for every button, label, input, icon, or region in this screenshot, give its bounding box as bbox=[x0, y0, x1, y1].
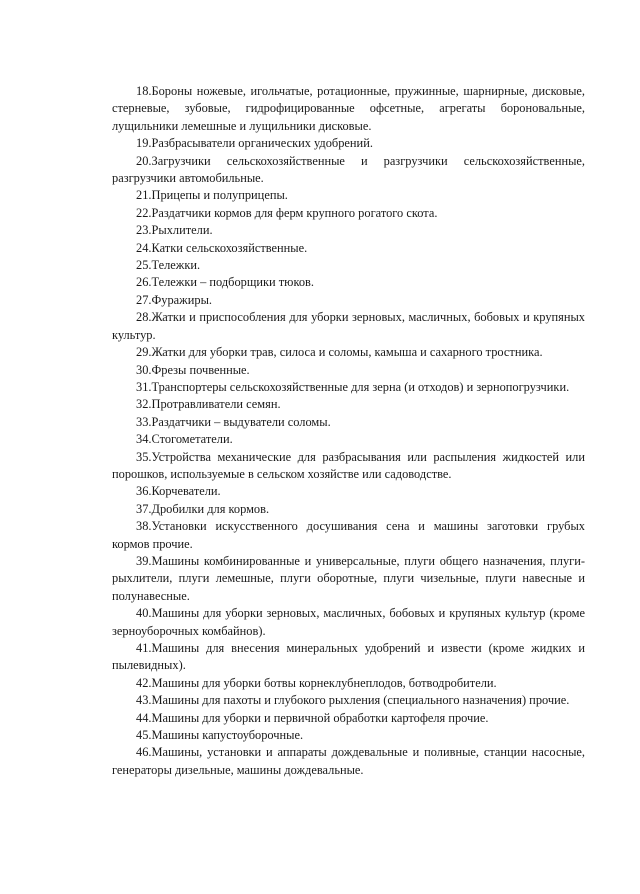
item-text: Машины для внесения минеральных удобрений и извести (кроме жидких и пылевидных). bbox=[112, 641, 585, 673]
item-number: 35. bbox=[136, 449, 152, 464]
list-item bbox=[112, 710, 585, 727]
list-item bbox=[112, 344, 585, 361]
list-item bbox=[112, 692, 585, 709]
item-number: 21. bbox=[136, 188, 152, 203]
list-item bbox=[112, 240, 585, 257]
list-item bbox=[112, 257, 585, 274]
list-item bbox=[112, 518, 585, 553]
item-number: 43. bbox=[136, 693, 152, 708]
item-number: 31. bbox=[136, 379, 152, 394]
item-text: Фрезы почвенные. bbox=[151, 362, 250, 377]
list-item bbox=[112, 274, 585, 291]
item-number: 40. bbox=[136, 606, 152, 621]
item-number: 36. bbox=[136, 484, 152, 499]
item-number: 20. bbox=[136, 153, 152, 168]
item-number: 25. bbox=[136, 258, 152, 273]
item-text: Машины для пахоты и глубокого рыхления (специального назначения) прочие. bbox=[151, 693, 570, 708]
item-number: 26. bbox=[136, 275, 152, 290]
item-number: 18. bbox=[136, 84, 152, 98]
item-text: Протравливатели семян. bbox=[151, 397, 281, 412]
item-text: Тележки. bbox=[151, 258, 201, 273]
list-item bbox=[112, 362, 585, 379]
list-item bbox=[112, 205, 585, 222]
item-text: Бороны ножевые, игольчатые, ротационные, пружинные, шарнирные, дисковые, стерневые, зубовые, гидрофицированные офсетные, агрегаты бороновальные, лущильники лемешные и лущильники дисковые. bbox=[112, 84, 585, 133]
item-number: 45. bbox=[136, 728, 152, 743]
item-number: 22. bbox=[136, 205, 152, 220]
list-item bbox=[112, 222, 585, 239]
item-text: Установки искусственного досушивания сена и машины заготовки грубых кормов прочие. bbox=[112, 519, 585, 551]
item-number: 33. bbox=[136, 414, 152, 429]
item-text: Машины для уборки ботвы корнеклубнеплодов, ботводробители. bbox=[151, 675, 497, 690]
item-text: Рыхлители. bbox=[151, 223, 213, 238]
item-text: Корчеватели. bbox=[151, 484, 221, 499]
list-item bbox=[112, 187, 585, 204]
list-item bbox=[112, 431, 585, 448]
item-number: 34. bbox=[136, 432, 152, 447]
list-item bbox=[112, 414, 585, 431]
item-text: Загрузчики сельскохозяйственные и разгрузчики сельскохозяйственные, разгрузчики автомобильные. bbox=[112, 153, 585, 186]
item-text: Стогометатели. bbox=[151, 432, 233, 447]
document-page bbox=[112, 83, 585, 779]
item-number: 41. bbox=[136, 641, 152, 655]
list-item bbox=[112, 727, 585, 744]
item-text: Дробилки для кормов. bbox=[151, 501, 270, 516]
list-item bbox=[112, 483, 585, 500]
list-item bbox=[112, 449, 585, 484]
item-text: Машины, установки и аппараты дождевальные и поливные, станции насосные, генераторы дизельные, машины дождевальные. bbox=[112, 745, 585, 777]
list-item bbox=[112, 309, 585, 344]
item-number: 24. bbox=[136, 240, 152, 255]
list-item bbox=[112, 675, 585, 692]
item-text: Жатки и приспособления для уборки зерновых, масличных, бобовых и крупяных культур. bbox=[112, 310, 585, 342]
item-number: 38. bbox=[136, 519, 152, 534]
item-text: Разбрасыватели органических удобрений. bbox=[151, 136, 373, 151]
item-text: Тележки – подборщики тюков. bbox=[151, 275, 314, 290]
item-number: 32. bbox=[136, 397, 152, 412]
item-number: 46. bbox=[136, 745, 152, 760]
item-number: 19. bbox=[136, 136, 152, 151]
item-text: Машины капустоуборочные. bbox=[151, 728, 304, 743]
item-number: 27. bbox=[136, 292, 152, 307]
item-text: Машины для уборки зерновых, масличных, бобовых и крупяных культур (кроме зерноуборочных комбайнов). bbox=[112, 606, 585, 638]
list-item bbox=[112, 153, 585, 188]
item-text: Устройства механические для разбрасывания или распыления жидкостей или порошков, используемые в сельском хозяйстве или садоводстве. bbox=[112, 449, 585, 481]
list-item bbox=[112, 640, 585, 675]
item-number: 39. bbox=[136, 553, 152, 568]
item-text: Машины для уборки и первичной обработки картофеля прочие. bbox=[151, 710, 489, 725]
item-number: 30. bbox=[136, 362, 152, 377]
item-text: Прицепы и полуприцепы. bbox=[151, 188, 288, 203]
item-number: 37. bbox=[136, 501, 152, 516]
item-text: Раздатчики – выдуватели соломы. bbox=[151, 414, 331, 429]
item-number: 28. bbox=[136, 310, 152, 325]
item-text: Жатки для уборки трав, силоса и соломы, камыша и сахарного тростника. bbox=[151, 345, 543, 360]
list-item bbox=[112, 292, 585, 309]
item-number: 23. bbox=[136, 223, 152, 238]
list-item bbox=[112, 135, 585, 152]
item-text: Машины комбинированные и универсальные, плуги общего назначения, плуги-рыхлители, плуги лемешные, плуги оборотные, плуги чизельные, плуги навесные и полунавесные. bbox=[112, 553, 585, 603]
list-item bbox=[112, 501, 585, 518]
item-text: Раздатчики кормов для ферм крупного рогатого скота. bbox=[151, 205, 438, 220]
item-number: 44. bbox=[136, 710, 152, 725]
list-item bbox=[112, 379, 585, 396]
list-item bbox=[112, 83, 585, 135]
item-text: Фуражиры. bbox=[151, 292, 212, 307]
item-number: 29. bbox=[136, 345, 152, 360]
item-text: Катки сельскохозяйственные. bbox=[151, 240, 308, 255]
item-number: 42. bbox=[136, 675, 152, 690]
list-item bbox=[112, 553, 585, 605]
list-item bbox=[112, 744, 585, 779]
list-item bbox=[112, 396, 585, 413]
list-item bbox=[112, 605, 585, 640]
item-text: Транспортеры сельскохозяйственные для зерна (и отходов) и зернопогрузчики. bbox=[151, 379, 570, 394]
